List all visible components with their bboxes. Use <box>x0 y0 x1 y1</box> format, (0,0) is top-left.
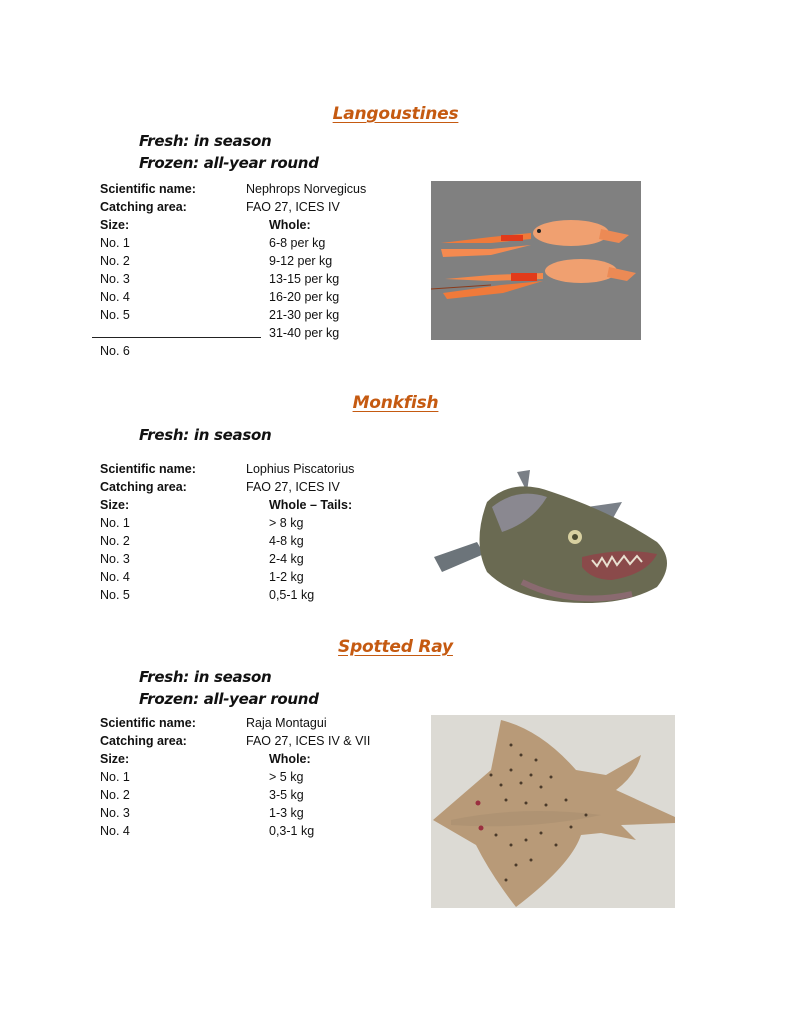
scientific-name-label: Scientific name: <box>100 182 196 196</box>
catching-area-label: Catching area: <box>100 734 187 748</box>
size-number: No. 2 <box>100 534 130 548</box>
monkfish-image-icon <box>432 462 677 610</box>
size-number: No. 4 <box>100 290 130 304</box>
spotted-ray-photo <box>431 715 675 908</box>
availability-frozen: Frozen: all-year round <box>139 154 319 172</box>
size-number: No. 5 <box>100 588 130 602</box>
spotted-ray-image-icon <box>431 715 675 908</box>
size-value: 2-4 kg <box>269 552 304 566</box>
size-value: 16-20 per kg <box>269 290 340 304</box>
availability-fresh: Fresh: in season <box>139 132 272 150</box>
size-number: No. 5 <box>100 308 130 322</box>
scientific-name-value: Nephrops Norvegicus <box>246 182 367 196</box>
catching-area-value: FAO 27, ICES IV & VII <box>246 734 371 748</box>
size-number: No. 3 <box>100 272 130 286</box>
size-number: No. 4 <box>100 570 130 584</box>
size-number: No. 4 <box>100 824 130 838</box>
size-number: No. 2 <box>100 254 130 268</box>
size-number: No. 6 <box>100 344 130 358</box>
catching-area-label: Catching area: <box>100 200 187 214</box>
size-value: > 8 kg <box>269 516 304 530</box>
size-value: 6-8 per kg <box>269 236 326 250</box>
catching-area-value: FAO 27, ICES IV <box>246 480 340 494</box>
size-number: No. 1 <box>100 516 130 530</box>
availability-fresh: Fresh: in season <box>139 426 272 444</box>
langoustines-photo <box>431 181 641 340</box>
size-value: 0,3-1 kg <box>269 824 315 838</box>
scientific-name-label: Scientific name: <box>100 462 196 476</box>
size-label: Size: <box>100 498 130 512</box>
size-value: 1-2 kg <box>269 570 304 584</box>
size-header: Whole: <box>269 218 311 232</box>
size-number: No. 1 <box>100 770 130 784</box>
availability-frozen: Frozen: all-year round <box>139 690 319 708</box>
size-value: > 5 kg <box>269 770 304 784</box>
size-value: 31-40 per kg <box>269 326 340 340</box>
scientific-name-value: Raja Montagui <box>246 716 327 730</box>
size-value: 21-30 per kg <box>269 308 340 322</box>
size-label: Size: <box>100 218 130 232</box>
section-title: Monkfish <box>352 393 439 413</box>
availability-fresh: Fresh: in season <box>139 668 272 686</box>
size-label: Size: <box>100 752 130 766</box>
size-number: No. 3 <box>100 552 130 566</box>
size-value: 9-12 per kg <box>269 254 333 268</box>
scientific-name-label: Scientific name: <box>100 716 196 730</box>
catching-area-label: Catching area: <box>100 480 187 494</box>
scientific-name-value: Lophius Piscatorius <box>246 462 355 476</box>
size-value: 3-5 kg <box>269 788 304 802</box>
size-value: 4-8 kg <box>269 534 304 548</box>
size-value: 1-3 kg <box>269 806 304 820</box>
size-value: 0,5-1 kg <box>269 588 315 602</box>
section-title: Langoustines <box>332 104 459 124</box>
monkfish-photo <box>432 462 677 610</box>
size-value: 13-15 per kg <box>269 272 340 286</box>
size-number: No. 1 <box>100 236 130 250</box>
size-header: Whole: <box>269 752 311 766</box>
size-header: Whole – Tails: <box>269 498 353 512</box>
horizontal-rule <box>92 337 261 338</box>
langoustine-image-icon <box>431 181 641 340</box>
size-number: No. 3 <box>100 806 130 820</box>
catching-area-value: FAO 27, ICES IV <box>246 200 340 214</box>
size-number: No. 2 <box>100 788 130 802</box>
section-title: Spotted Ray <box>338 637 453 657</box>
